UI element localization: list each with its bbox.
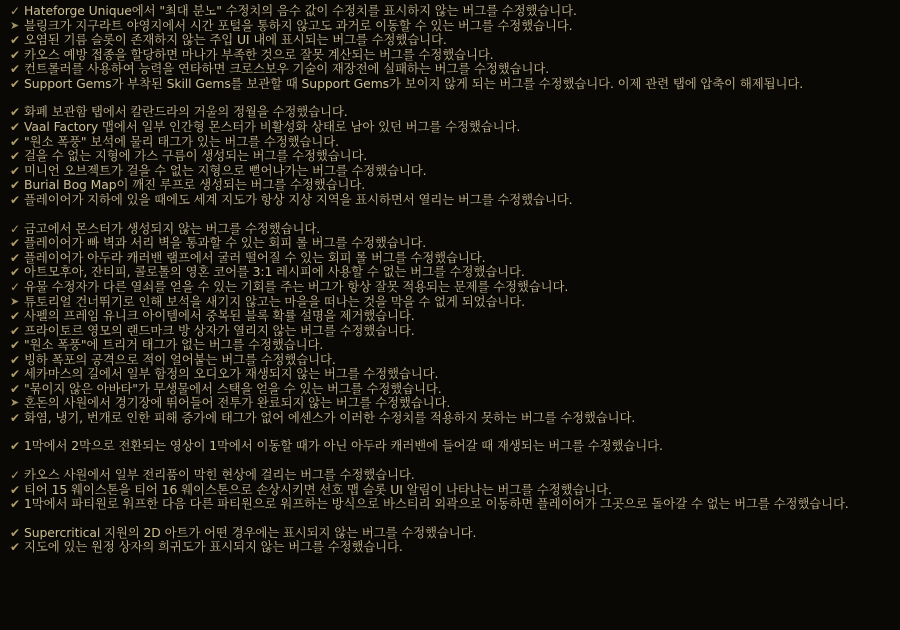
check-icon: ✓ xyxy=(10,221,21,236)
patch-note-item xyxy=(10,4,890,19)
patch-note-text: Burial Bog Map이 깨진 루프로 생성되는 버그를 수정했습니다. xyxy=(24,177,366,193)
patch-note-group xyxy=(10,105,890,207)
patch-note-item xyxy=(10,236,890,251)
patch-note-group xyxy=(10,222,890,426)
patch-note-item xyxy=(10,309,890,324)
arrow-icon: ➤ xyxy=(10,18,20,32)
patch-note-text: 카오스 사원에서 일부 전리품이 막힌 현상에 걸리는 버그를 수정했습니다. xyxy=(24,467,415,483)
patch-note-text: Supercritical 지원의 2D 아트가 어떤 경우에는 표시되지 않는 버그를 수정했습니다. xyxy=(24,524,477,540)
check-icon: ✔ xyxy=(10,178,21,193)
patch-note-item xyxy=(10,439,890,454)
patch-note-text: 컨트롤러를 사용하여 능력을 연타하면 크로스보우 기술이 재장전에 실패하는 버그를 수정했습니다. xyxy=(24,61,550,77)
check-icon: ✔ xyxy=(10,367,21,382)
patch-note-item xyxy=(10,19,890,33)
patch-note-item xyxy=(10,251,890,266)
check-icon: ✔ xyxy=(10,308,21,323)
patch-note-item xyxy=(10,265,890,280)
check-icon: ✔ xyxy=(10,439,21,454)
patch-note-text: 플레이어가 빠 벽과 서리 벽을 통과할 수 있는 회피 롤 버그를 수정했습니다. xyxy=(24,235,427,251)
patch-note-text: 플레이어가 아두라 캐러밴 램프에서 굴러 떨어질 수 있는 회피 롤 버그를 수정했습니다. xyxy=(24,249,486,265)
patch-note-group xyxy=(10,4,890,91)
patch-note-text: 오염된 기름 슬롯이 존재하지 않는 주입 UI 내에 표시되는 버그를 수정했습니다. xyxy=(24,32,447,47)
patch-note-item xyxy=(10,396,890,410)
patch-note-text: 금고에서 몬스터가 생성되지 않는 버그를 수정했습니다. xyxy=(24,220,321,236)
check-icon: ✓ xyxy=(10,279,21,294)
patch-note-item xyxy=(10,62,890,77)
patch-note-text: 블링크가 지구라트 야영지에서 시간 포털을 통하지 않고도 과거로 이동할 수 있는 버그를 수정했습니다. xyxy=(24,17,573,33)
patch-note-text: 빙하 폭포의 공격으로 적이 얼어붙는 버그를 수정했습니다. xyxy=(24,351,336,367)
check-icon: ✓ xyxy=(10,468,21,483)
check-icon: ✔ xyxy=(10,149,21,164)
check-icon: ✔ xyxy=(10,482,21,497)
check-icon: ✔ xyxy=(10,134,21,149)
patch-note-text: 플레이어가 지하에 있을 때에도 세계 지도가 항상 지상 지역을 표시하면서 열리는 버그를 수정했습니다. xyxy=(24,191,573,207)
patch-note-item xyxy=(10,295,890,309)
patch-note-item xyxy=(10,280,890,295)
patch-note-item xyxy=(10,193,890,208)
patch-note-text: 혼돈의 사원에서 경기장에 뛰어들어 전투가 완료되지 않는 버그를 수정했습니다. xyxy=(24,395,451,411)
patch-note-item xyxy=(10,222,890,237)
check-icon: ✔ xyxy=(10,236,21,251)
patch-note-text: 프라이토르 영모의 랜드마크 방 상자가 열리지 않는 버그를 수정했습니다. xyxy=(24,322,415,338)
patch-note-text: 화염, 냉기, 번개로 인한 피해 증가에 태그가 없어 에센스가 이러한 수정치를 적용하지 못하는 버그를 수정했습니다. xyxy=(24,409,636,425)
check-icon: ✔ xyxy=(10,540,21,555)
patch-note-text: 1막에서 2막으로 전환되는 영상이 1막에서 이동할 때가 아닌 아두라 캐러밴에 들어갈 때 재생되는 버그를 수정했습니다. xyxy=(24,438,663,454)
check-icon: ✔ xyxy=(10,47,21,62)
check-icon: ✓ xyxy=(10,4,21,18)
check-icon: ✔ xyxy=(10,105,21,120)
patch-note-item xyxy=(10,120,890,135)
patch-note-item xyxy=(10,178,890,193)
patch-note-item xyxy=(10,105,890,120)
patch-note-text: "묶이지 않은 아바타"가 무생물에서 스택을 얻을 수 있는 버그를 수정했습니다. xyxy=(24,380,442,396)
patch-note-item xyxy=(10,367,890,382)
patch-note-text: 유물 수정자가 다른 열쇠를 얻을 수 있는 기회를 주는 버그가 항상 잘못 적용되는 문제를 수정했습니다. xyxy=(24,278,569,294)
patch-note-group xyxy=(10,526,890,555)
check-icon: ✔ xyxy=(10,410,21,425)
patch-note-text: 화폐 보관함 탭에서 칼란드라의 거울의 정월을 수정했습니다. xyxy=(24,104,348,120)
patch-note-text: "원소 폭풍"에 트리거 태그가 없는 버그를 수정했습니다. xyxy=(24,337,324,353)
patch-note-item xyxy=(10,48,890,63)
check-icon: ✔ xyxy=(10,381,21,396)
patch-note-item xyxy=(10,382,890,397)
check-icon: ✔ xyxy=(10,497,21,512)
check-icon: ✔ xyxy=(10,250,21,265)
check-icon: ✔ xyxy=(10,76,21,91)
patch-note-group xyxy=(10,439,890,454)
patch-note-item xyxy=(10,540,890,555)
check-icon: ✔ xyxy=(10,33,21,47)
patch-note-text: 미니언 오브젝트가 걸을 수 없는 지형으로 뻗어나가는 버그를 수정했습니다. xyxy=(24,162,427,178)
patch-note-item xyxy=(10,526,890,541)
patch-note-item xyxy=(10,353,890,368)
patch-note-text: 1막에서 파티원로 워프한 다음 다른 파티원으로 워프하는 방식으로 바스티리 외곽으로 이동하면 플레이어가 그곳으로 돌아갈 수 없는 버그를 수정했습니다. xyxy=(24,496,849,512)
patch-note-item xyxy=(10,135,890,150)
patch-note-text: Vaal Factory 맵에서 일부 인간형 몬스터가 비활성화 상태로 남아 있던 버그를 수정했습니다. xyxy=(24,118,521,134)
patch-note-item xyxy=(10,411,890,426)
check-icon: ✔ xyxy=(10,338,21,353)
patch-note-text: 카오스 예방 접종을 할당하면 마나가 부족한 것으로 잘못 계산되는 버그를 수정했습니다. xyxy=(24,46,494,62)
patch-note-item xyxy=(10,338,890,353)
check-icon: ✔ xyxy=(10,163,21,178)
patch-note-text: Hateforge Unique에서 "최대 분노" 수정치의 음수 값이 수정치를 표시하지 않는 버그를 수정했습니다. xyxy=(24,3,577,18)
check-icon: ✔ xyxy=(10,192,21,207)
arrow-icon: ➤ xyxy=(10,396,20,410)
patch-note-text: 티어 15 웨이스톤을 티어 16 웨이스톤으로 손상시키면 선호 맵 슬롯 UI 알림이 나타나는 버그를 수정했습니다. xyxy=(24,481,612,497)
patch-note-item xyxy=(10,468,890,483)
check-icon: ✔ xyxy=(10,525,21,540)
arrow-icon: ➤ xyxy=(10,294,20,308)
check-icon: ✔ xyxy=(10,62,21,77)
patch-note-text: 아트모후아, 잔티피, 콜로톨의 영혼 코어를 3:1 레시피에 사용할 수 없는 버그를 수정했습니다. xyxy=(24,264,525,280)
patch-note-item xyxy=(10,33,890,48)
patch-note-item xyxy=(10,77,890,92)
patch-note-group xyxy=(10,468,890,512)
patch-note-text: "원소 폭풍" 보석에 물리 태그가 있는 버그를 수정했습니다. xyxy=(24,133,339,149)
patch-note-item xyxy=(10,324,890,339)
check-icon: ✔ xyxy=(10,119,21,134)
patch-note-text: 튜토리얼 건너뛰기로 인해 보석을 새기지 않고는 마을을 떠나는 것을 막을 수 없게 되었습니다. xyxy=(24,293,525,309)
check-icon: ✔ xyxy=(10,352,21,367)
patch-note-text: 세카마스의 길에서 일부 함정의 오디오가 재생되지 않는 버그를 수정했습니다. xyxy=(24,366,439,382)
check-icon: ✔ xyxy=(10,265,21,280)
patch-note-item xyxy=(10,483,890,498)
patch-note-text: 사펠의 프레임 유니크 아이템에서 중복된 블록 확률 설명을 제거했습니다. xyxy=(24,307,415,323)
patch-note-item xyxy=(10,149,890,164)
check-icon: ✔ xyxy=(10,323,21,338)
patch-note-text: Support Gems가 부착된 Skill Gems를 보관할 때 Support Gems가 보이지 않게 되는 버그를 수정했습니다. 이제 관련 탭에 압축이 해제됩니다. xyxy=(24,75,804,91)
patch-note-text: 지도에 있는 원정 상자의 희귀도가 표시되지 않는 버그를 수정했습니다. xyxy=(24,539,403,555)
patch-note-text: 걸을 수 없는 지형에 가스 구름이 생성되는 버그를 수정했습니다. xyxy=(24,148,368,164)
patch-note-item xyxy=(10,164,890,179)
patch-note-item xyxy=(10,497,890,512)
